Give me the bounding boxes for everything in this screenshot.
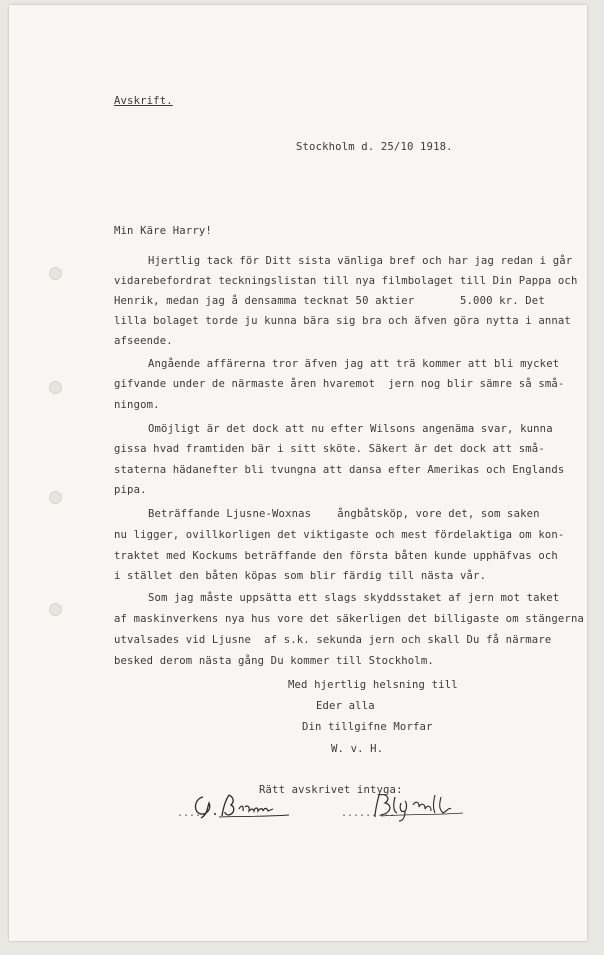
handwritten-signature-left: [189, 787, 299, 823]
handwritten-signature-right: [369, 787, 469, 823]
body-line: Henrik, medan jag å densamma tecknat 50 aktier 5.000 kr. Det: [114, 295, 545, 307]
body-line: gissa hvad framtiden bär i sitt sköte. Säkert är det dock att små-: [114, 443, 545, 455]
heading: Avskrift.: [114, 95, 173, 107]
punch-hole: [49, 491, 62, 504]
body-line: Hjertlig tack för Ditt sista vänliga bref och har jag redan i går: [148, 255, 573, 267]
body-line: utvalsades vid Ljusne af s.k. sekunda jern och skall Du få närmare: [114, 634, 552, 646]
body-line: Angående affärerna tror äfven jag att trä kommer att bli mycket: [148, 358, 560, 370]
punch-hole: [49, 603, 62, 616]
body-line: Som jag måste uppsätta ett slags skyddsstaket af jern mot taket: [148, 592, 560, 604]
closing-line: Din tillgifne Morfar: [302, 721, 433, 733]
body-line: af maskinverkens nya hus vore det säkerligen det billigaste om stängerna: [114, 613, 585, 625]
punch-hole: [49, 267, 62, 280]
body-line: Omöjligt är det dock att nu efter Wilsons angenäma svar, kunna: [148, 423, 553, 435]
dateline: Stockholm d. 25/10 1918.: [296, 141, 453, 153]
body-line: staterna hädanefter bli tvungna att dansa efter Amerikas och Englands: [114, 464, 565, 476]
closing-line: Eder alla: [316, 700, 375, 712]
body-line: gifvande under de närmaste åren hvaremot jern nog blir sämre så små-: [114, 378, 565, 390]
salutation: Min Käre Harry!: [114, 225, 212, 237]
body-line: afseende.: [114, 335, 173, 347]
body-line: lilla bolaget torde ju kunna bära sig bra och äfven göra nytta i annat: [114, 315, 571, 327]
document-page: [9, 5, 587, 941]
closing-line: W. v. H.: [331, 743, 384, 755]
body-line: vidarebefordrat teckningslistan till nya filmbolaget till Din Pappa och: [114, 275, 578, 287]
body-line: pipa.: [114, 484, 147, 496]
signature-dotted-line: .....: [177, 808, 208, 819]
body-line: nu ligger, ovillkorligen det viktigaste och mest fördelaktiga om kon-: [114, 529, 565, 541]
body-line: besked derom nästa gång Du kommer till Stockholm.: [114, 655, 434, 667]
body-line: i stället den båten köpas som blir färdig till nästa vår.: [114, 570, 487, 582]
closing-line: Med hjertlig helsning till: [288, 679, 458, 691]
certification-line: Rätt avskrivet intyga:: [259, 784, 403, 796]
signature-dotted-line: .........: [341, 808, 396, 819]
body-line: ningom.: [114, 399, 160, 411]
body-line: Beträffande Ljusne-Woxnas ångbåtsköp, vore det, som saken: [148, 508, 540, 520]
body-line: traktet med Kockums beträffande den första båten kunde upphäfvas och: [114, 550, 558, 562]
punch-hole: [49, 381, 62, 394]
